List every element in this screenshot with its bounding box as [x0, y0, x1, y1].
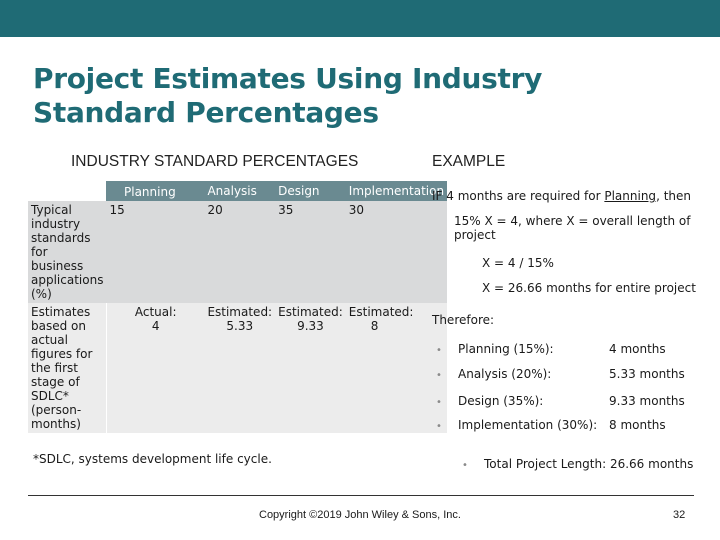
cell-line: Estimated: [348, 305, 414, 319]
bullet-total: • [462, 460, 468, 471]
cell-design-pct: 35 [275, 201, 346, 303]
table-header-implementation: Implementation [346, 181, 447, 201]
bullet-implementation-label: Implementation (30%): [458, 418, 598, 432]
bullet-implementation-value: 8 months [609, 418, 666, 432]
row-label-estimates: Estimates based on actual figures for the first stage of SDLC* (person-months) [28, 303, 106, 433]
table-header-design: Design [275, 181, 346, 201]
bullet-design: • [436, 397, 442, 408]
table-header-planning-label: Planning [124, 185, 176, 199]
cell-implementation-pct: 30 [346, 201, 447, 303]
intro-text-end: , then [656, 189, 691, 203]
cell-design-estimate [275, 303, 346, 433]
therefore-label: Therefore: [432, 313, 495, 327]
row-label-typical: Typical industry standards for business applications (%) [28, 201, 106, 303]
equation-3: X = 26.66 months for entire project [482, 281, 696, 295]
bullet-planning-value: 4 months [609, 342, 666, 356]
example-heading: EXAMPLE [432, 153, 506, 170]
industry-standard-heading: INDUSTRY STANDARD PERCENTAGES [71, 153, 359, 170]
cell-analysis-pct: 20 [204, 201, 275, 303]
equation-2: X = 4 / 15% [482, 256, 554, 270]
equation-1: 15% X = 4, where X = overall length of project [454, 214, 691, 242]
bullet-analysis-label: Analysis (20%): [458, 367, 552, 381]
bullet-analysis: • [436, 370, 442, 381]
cell-line: Estimated: [207, 305, 273, 319]
intro-underlined: Planning [604, 189, 657, 203]
page-number: 32 [673, 509, 686, 521]
bullet-design-label: Design (35%): [458, 394, 544, 408]
bullet-design-value: 9.33 months [609, 394, 685, 408]
table-header-analysis: Analysis [204, 181, 275, 201]
cell-value: 4 [151, 319, 160, 333]
table-row [28, 201, 447, 303]
table-header-empty [28, 181, 106, 201]
table-row [28, 303, 447, 433]
cell-planning-pct: 15 [106, 201, 204, 303]
cell-line: Estimated: [278, 305, 343, 319]
cell-value: 5.33 [226, 319, 254, 333]
cell-line: Actual: [134, 305, 177, 319]
bullet-implementation: • [436, 421, 442, 432]
sdlc-footnote: *SDLC, systems development life cycle. [33, 452, 272, 466]
slide-title: Project Estimates Using Industry Standard Percentages [33, 62, 543, 129]
top-banner [0, 0, 720, 37]
intro-text: IF 4 months are required for [432, 189, 605, 203]
bullet-planning-label: Planning (15%): [458, 342, 554, 356]
total-project-length: Total Project Length: 26.66 months [484, 457, 694, 471]
industry-standards-table [28, 181, 447, 433]
bullet-analysis-value: 5.33 months [609, 367, 685, 381]
cell-planning-estimate [106, 303, 204, 433]
copyright-text: Copyright ©2019 John Wiley & Sons, Inc. [259, 509, 461, 521]
bullet-planning: • [436, 345, 442, 356]
table-header-row [28, 181, 447, 201]
cell-value: 9.33 [297, 319, 324, 333]
cell-value: 8 [370, 319, 379, 333]
example-intro [432, 189, 702, 203]
footer-divider [28, 495, 694, 496]
cell-analysis-estimate [204, 303, 275, 433]
